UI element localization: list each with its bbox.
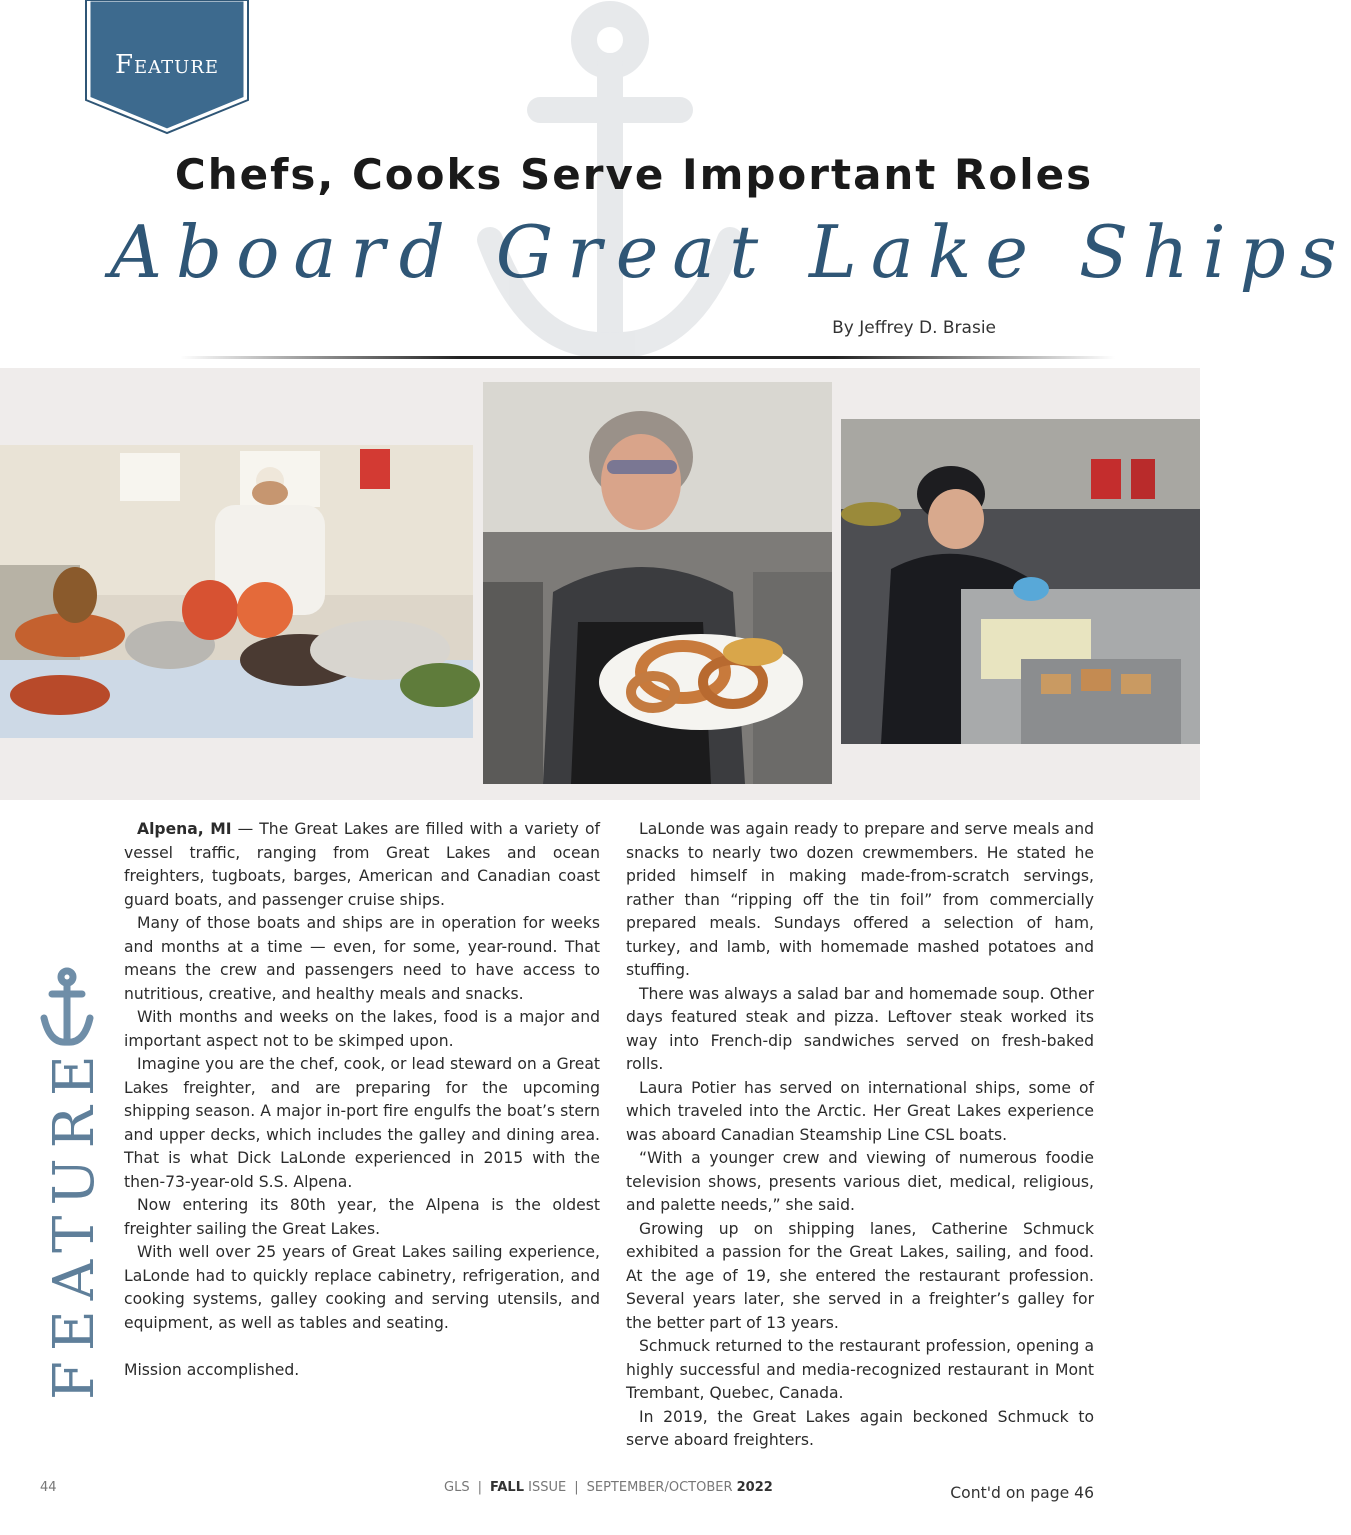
photo-cook-plate [483, 382, 832, 784]
paragraph: Imagine you are the chef, cook, or lead steward on a Great Lakes freighter, and are preparing for the upcoming shipping season. A major in-port fire engulfs the boat’s stern and upper decks, which includes the galley and dining area. That is what Dick LaLonde experienced in 2015 with the then-73-year-old S.S. Alpena. [124, 1055, 600, 1191]
paragraph: LaLonde was again ready to prepare and serve meals and snacks to nearly two dozen crewmembers. He stated he prided himself in making made-from-scratch servings, rather than “ripping off the tin foil” from commercially prepared meals. Sundays offered a selection of ham, turkey, and lamb, with homemade mashed potatoes and stuffing. [626, 820, 1094, 979]
continued-note: Cont'd on page 46 [950, 1484, 1094, 1502]
paragraph: “With a younger crew and viewing of numerous foodie television shows, presents various diet, medical, religious, and palette needs,” she said. [626, 1149, 1094, 1214]
article-subtitle: Aboard Great Lake Ships [110, 210, 1351, 294]
footer-issue-word: ISSUE [528, 1480, 567, 1495]
paragraph: Laura Potier has served on international ships, some of which traveled into the Arctic. Her Great Lakes experience was aboard Canadian Steamship Line CSL boats. [626, 1078, 1094, 1144]
paragraph: Growing up on shipping lanes, Catherine Schmuck exhibited a passion for the Great Lakes, sailing, and food. At the age of 19, she entered the restaurant profession. Several years later, she served in a freighter’s galley for the better part of 13 years. [626, 1219, 1094, 1332]
article-column-right [626, 818, 1094, 1453]
photo-galley-cook [841, 419, 1200, 744]
dateline: Alpena, MI [137, 820, 232, 838]
footer-date: SEPTEMBER/OCTOBER [586, 1480, 733, 1495]
paragraph: Now entering its 80th year, the Alpena is the oldest freighter sailing the Great Lakes. [124, 1196, 600, 1238]
footer-year: 2022 [736, 1480, 773, 1495]
page-footer [0, 1480, 1200, 1500]
paragraph: With months and weeks on the lakes, food is a major and important aspect not to be skimped upon. [124, 1008, 600, 1050]
photo-chef-buffet [0, 445, 473, 738]
paragraph: There was always a salad bar and homemade soup. Other days featured steak and pizza. Leftover steak worked its way into French-dip sandwiches served on fresh-baked rolls. [626, 984, 1094, 1073]
paragraph [124, 818, 600, 912]
anchor-side-icon [38, 968, 96, 1048]
article-title: Chefs, Cooks Serve Important Roles [174, 150, 1094, 199]
paragraph: Mission accomplished. [124, 1360, 300, 1379]
footer-issue-line: GLS | FALL ISSUE | SEPTEMBER/OCTOBER 2022 [444, 1480, 773, 1495]
paragraph: Many of those boats and ships are in operation for weeks and months at a time — even, for some, year-round. That means the crew and passengers need to have access to nutritious, creative, and healthy meals and snacks. [124, 914, 600, 1003]
paragraph: Schmuck returned to the restaurant profession, opening a highly successful and media-recognized restaurant in Mont Trembant, Quebec, Canada. [626, 1337, 1094, 1402]
byline: By Jeffrey D. Brasie [832, 318, 996, 338]
page-number: 44 [40, 1480, 57, 1495]
paragraph: In 2019, the Great Lakes again beckoned Schmuck to serve aboard freighters. [626, 1407, 1094, 1449]
footer-season: FALL [489, 1480, 524, 1495]
feature-badge-label: Feature [114, 50, 220, 80]
side-feature-label: FEATURE [42, 1045, 107, 1400]
magazine-name: GLS [444, 1480, 470, 1495]
paragraph-text: — The Great Lakes are filled with a variety of vessel traffic, ranging from Great Lakes and ocean freighters, tugboats, barges, American and Canadian coast guard boats, and passenger cruise ships. [124, 820, 600, 909]
title-divider [180, 356, 1115, 359]
article-column-left [124, 818, 600, 1382]
paragraph: With well over 25 years of Great Lakes sailing experience, LaLonde had to quickly replace cabinetry, refrigeration, and cooking systems, galley cooking and serving utensils, and equipment, as well as tables and seating. [124, 1243, 600, 1332]
